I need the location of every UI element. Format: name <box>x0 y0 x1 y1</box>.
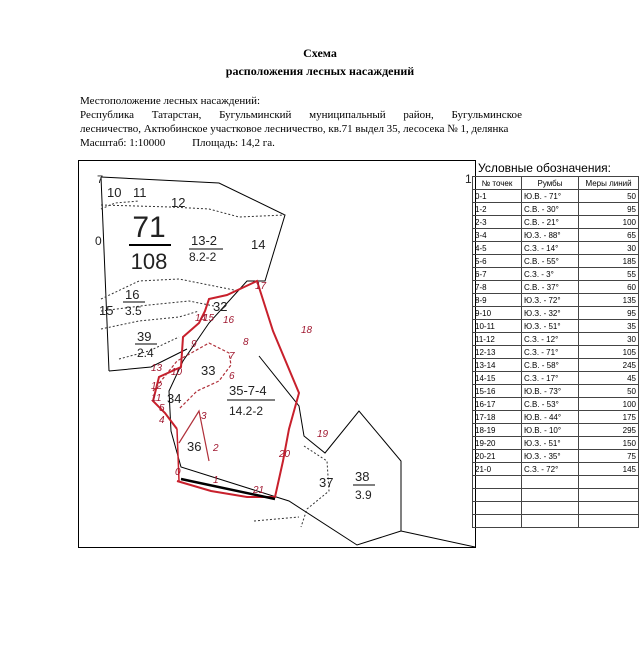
legend-cell-bearing: С.В. - 30° <box>522 203 579 216</box>
legend-table <box>472 176 639 528</box>
point-8: 8 <box>243 337 249 348</box>
legend-cell-bearing: Ю.З. - 72° <box>522 294 579 307</box>
legend-cell-points <box>473 515 522 528</box>
legend-cell-points: 10-11 <box>473 320 522 333</box>
legend-cell-points: 6-7 <box>473 268 522 281</box>
legend-cell-length <box>579 515 639 528</box>
stand-37: 37 <box>319 475 334 490</box>
legend-cell-length: 55 <box>579 268 639 281</box>
legend-cell-length: 60 <box>579 281 639 294</box>
point-11: 11 <box>151 393 162 404</box>
legend-cell-bearing: С.З. - 14° <box>522 242 579 255</box>
legend-cell-bearing: С.В. - 37° <box>522 281 579 294</box>
legend-cell-bearing: С.В. - 53° <box>522 398 579 411</box>
legend-cell-points: 17-18 <box>473 411 522 424</box>
point-16: 16 <box>223 315 235 326</box>
legend-cell-length: 100 <box>579 398 639 411</box>
legend-cell-points: 1-2 <box>473 203 522 216</box>
stand-16: 16 <box>125 287 140 302</box>
stand-39-sub: 2.4 <box>137 346 154 360</box>
edge-label-7: 7 <box>97 174 104 186</box>
legend-cell-points <box>473 502 522 515</box>
point-18: 18 <box>301 325 313 336</box>
legend-cell-bearing <box>522 489 579 502</box>
forest-map <box>79 161 475 547</box>
legend-cell-points: 12-13 <box>473 346 522 359</box>
scale-area-line <box>80 136 522 150</box>
point-20: 20 <box>279 449 291 460</box>
legend-cell-length: 245 <box>579 359 639 372</box>
point-6: 6 <box>229 371 235 382</box>
legend-cell-length: 150 <box>579 437 639 450</box>
legend-cell-length: 65 <box>579 229 639 242</box>
legend-row <box>473 203 639 216</box>
point-10: 10 <box>171 367 183 378</box>
legend-row <box>473 229 639 242</box>
point-14: 14 <box>195 313 207 324</box>
stand-38-sub: 3.9 <box>355 488 372 502</box>
quarter-west-edge <box>101 177 109 371</box>
legend-row <box>473 463 639 476</box>
legend-cell-length <box>579 476 639 489</box>
legend-cell-points: 8-9 <box>473 294 522 307</box>
legend-row <box>473 346 639 359</box>
point-21: 21 <box>253 485 265 496</box>
legend-cell-bearing: С.З. - 72° <box>522 463 579 476</box>
stand-14: 14 <box>251 237 266 252</box>
legend-cell-bearing: С.З. - 17° <box>522 372 579 385</box>
stand-16-sub: 3.5 <box>125 304 142 318</box>
legend-cell-length: 95 <box>579 203 639 216</box>
legend-cell-bearing: Ю.В. - 10° <box>522 424 579 437</box>
scale-text: Масштаб: 1:10000 <box>80 137 166 149</box>
stand-15: 15 <box>99 303 114 318</box>
legend-cell-points: 0-1 <box>473 190 522 203</box>
legend-cell-bearing <box>522 515 579 528</box>
stand-35-sub: 14.2-2 <box>229 404 264 418</box>
legend-cell-points: 13-14 <box>473 359 522 372</box>
legend-row <box>473 268 639 281</box>
stand-32: 32 <box>213 299 228 314</box>
legend-cell-points: 4-5 <box>473 242 522 255</box>
legend-cell-bearing: Ю.В. - 71° <box>522 190 579 203</box>
point-17: 17 <box>255 281 267 292</box>
legend-row <box>473 294 639 307</box>
legend-cell-points: 19-20 <box>473 437 522 450</box>
legend-row <box>473 411 639 424</box>
stand-36: 36 <box>187 439 202 454</box>
legend-cell-bearing: Ю.В. - 44° <box>522 411 579 424</box>
legend-cell-points: 14-15 <box>473 372 522 385</box>
legend-cell-points: 20-21 <box>473 450 522 463</box>
legend-cell-length: 35 <box>579 320 639 333</box>
legend-cell-points: 16-17 <box>473 398 522 411</box>
legend-cell-points: 3-4 <box>473 229 522 242</box>
legend-cell-length: 185 <box>579 255 639 268</box>
legend-cell-points: 21-0 <box>473 463 522 476</box>
stand-10: 10 <box>107 185 122 200</box>
legend-row <box>473 307 639 320</box>
page-title: Схема <box>303 46 337 60</box>
legend-row <box>473 190 639 203</box>
legend-row <box>473 333 639 346</box>
stand-33: 33 <box>201 363 216 378</box>
location-line-1: Республика Татарстан, Бугульминский муниципальный район, Бугульминское <box>80 109 522 121</box>
legend-cell-bearing: С.В. - 58° <box>522 359 579 372</box>
legend-row <box>473 385 639 398</box>
legend-body <box>473 190 639 528</box>
stand-39: 39 <box>137 329 152 344</box>
point-12: 12 <box>151 381 163 392</box>
legend-cell-points <box>473 476 522 489</box>
legend-row <box>473 502 639 515</box>
legend-row <box>473 281 639 294</box>
legend-cell-points <box>473 489 522 502</box>
inner-boundary-33 <box>153 343 231 409</box>
legend-cell-length <box>579 489 639 502</box>
legend-cell-bearing: С.В. - 55° <box>522 255 579 268</box>
legend-cell-length: 145 <box>579 463 639 476</box>
legend-cell-length: 45 <box>579 372 639 385</box>
point-2: 2 <box>213 443 219 454</box>
legend-row <box>473 424 639 437</box>
legend-row <box>473 242 639 255</box>
legend-cell-points: 11-12 <box>473 333 522 346</box>
legend-row <box>473 216 639 229</box>
legend-cell-length: 135 <box>579 294 639 307</box>
page-subtitle: расположения лесных насаждений <box>225 64 415 78</box>
point-5: 5 <box>159 403 165 414</box>
point-19: 19 <box>317 429 329 440</box>
legend-cell-bearing: С.В. - 21° <box>522 216 579 229</box>
point-13: 13 <box>151 363 163 374</box>
legend-cell-bearing: С.З. - 3° <box>522 268 579 281</box>
legend-row <box>473 450 639 463</box>
point-1: 1 <box>213 475 219 486</box>
point-4: 4 <box>159 415 165 426</box>
legend-cell-length: 100 <box>579 216 639 229</box>
stand-35: 35-7-4 <box>229 383 267 398</box>
legend-cell-bearing: Ю.З. - 88° <box>522 229 579 242</box>
legend-header-lengths: Меры линий <box>579 177 639 190</box>
stand-12: 12 <box>171 195 186 210</box>
edge-label-1: 1 <box>465 172 472 186</box>
point-3: 3 <box>201 411 207 422</box>
legend-cell-bearing: Ю.В. - 73° <box>522 385 579 398</box>
legend-cell-length: 95 <box>579 307 639 320</box>
legend-cell-length: 175 <box>579 411 639 424</box>
legend-row <box>473 359 639 372</box>
legend-cell-length: 295 <box>579 424 639 437</box>
legend-row <box>473 476 639 489</box>
point-9: 9 <box>191 339 197 350</box>
legend-cell-bearing <box>522 502 579 515</box>
legend-row <box>473 372 639 385</box>
quarter-area: 108 <box>130 249 168 274</box>
legend-row <box>473 320 639 333</box>
legend-row <box>473 437 639 450</box>
legend-header-bearings: Румбы <box>522 177 579 190</box>
stand-38: 38 <box>355 469 370 484</box>
legend-cell-points: 9-10 <box>473 307 522 320</box>
legend-cell-length: 30 <box>579 242 639 255</box>
stand-13-sub: 8.2-2 <box>189 250 217 264</box>
edge-label-0: 0 <box>95 234 102 248</box>
legend-cell-bearing: С.З. - 12° <box>522 333 579 346</box>
legend-cell-bearing: Ю.З. - 35° <box>522 450 579 463</box>
legend-cell-length <box>579 502 639 515</box>
map-frame <box>78 160 476 548</box>
legend-cell-bearing <box>522 476 579 489</box>
stand-13: 13-2 <box>191 233 218 248</box>
point-15: 15 <box>203 313 215 324</box>
legend-row <box>473 255 639 268</box>
quarter-south-edge <box>401 531 475 547</box>
point-7: 7 <box>229 351 235 362</box>
legend-cell-length: 50 <box>579 385 639 398</box>
legend-row <box>473 515 639 528</box>
legend-row <box>473 398 639 411</box>
legend-cell-points: 5-6 <box>473 255 522 268</box>
legend-cell-points: 2-3 <box>473 216 522 229</box>
legend-cell-length: 75 <box>579 450 639 463</box>
legend-header-row <box>473 177 639 190</box>
stand-11: 11 <box>133 185 147 200</box>
stand-34: 34 <box>167 391 182 406</box>
area-text: Площадь: 14,2 га. <box>192 137 275 149</box>
legend-cell-length: 105 <box>579 346 639 359</box>
legend-cell-bearing: Ю.З. - 32° <box>522 307 579 320</box>
legend-cell-bearing: С.З. - 71° <box>522 346 579 359</box>
location-label: Местоположение лесных насаждений: <box>80 95 261 107</box>
quarter-number: 71 <box>132 211 166 244</box>
legend-cell-bearing: Ю.З. - 51° <box>522 320 579 333</box>
legend-cell-points: 7-8 <box>473 281 522 294</box>
legend-title: Условные обозначения: <box>478 161 611 175</box>
legend-cell-length: 50 <box>579 190 639 203</box>
location-line-2: лесничество, Актюбинское участковое лесничество, кв.71 выдел 35, лесосека № 1, делянка <box>80 123 509 135</box>
legend-cell-points: 15-16 <box>473 385 522 398</box>
legend-cell-length: 30 <box>579 333 639 346</box>
legend-cell-bearing: Ю.З. - 51° <box>522 437 579 450</box>
legend-row <box>473 489 639 502</box>
point-0: 0 <box>175 467 181 478</box>
legend-header-points: № точек <box>473 177 522 190</box>
legend-cell-points: 18-19 <box>473 424 522 437</box>
